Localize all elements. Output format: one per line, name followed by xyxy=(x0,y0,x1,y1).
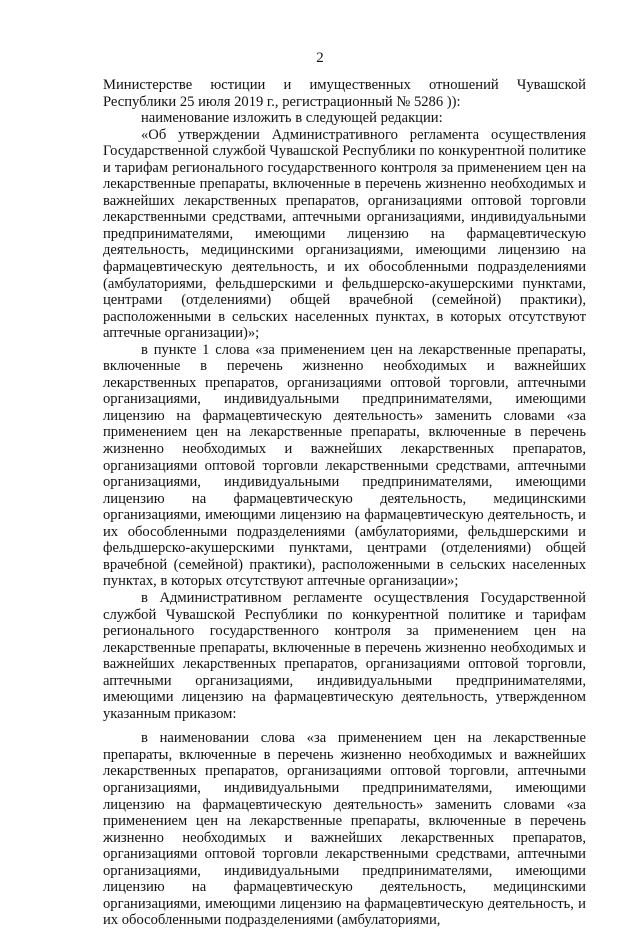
page-number: 2 xyxy=(316,50,324,66)
paragraph: в наименовании слова «за применением цен на лекарственные препараты, включенные в перечень жизненно необходимых и важнейших лекарственных препаратов, организациями оптовой торговли, аптечными организациями, индивидуальными предпринимателями, имеющими лицензию на фармацевтическую деятельность» заменить словами «за применением цен на лекарственные препараты, включенные в перечень жизненно необходимых и важнейших лекарственных препаратов, организациями оптовой торговли лекарственными средствами, аптечными организациями, индивидуальными предпринимателями, имеющими лицензию на фармацевтическую деятельность, медицинскими организациями, имеющими лицензию на фармацевтическую деятельность, и их обособленными подразделениями (амбулаториями, xyxy=(103,730,586,929)
document-body xyxy=(103,77,586,929)
paragraph: Министерстве юстиции и имущественных отношений Чувашской Республики 25 июля 2019 г., регистрационный № 5286 )): xyxy=(103,77,586,110)
paragraph: наименование изложить в следующей редакции: xyxy=(141,110,443,127)
paragraph: «Об утверждении Административного регламента осуществления Государственной службой Чувашской Республики по конкурентной политике и тарифам регионального государственного контроля за применением цен на лекарственные препараты, включенные в перечень жизненно необходимых и важнейших лекарственных препаратов, организациями оптовой торговли лекарственными средствами, аптечными организациями, индивидуальными предпринимателями, имеющими лицензию на фармацевтическую деятельность, медицинскими организациями, имеющими лицензию на фармацевтическую деятельность, и их обособленными подразделениями (амбулаториями, фельдшерскими и фельдшерско-акушерскими пунктами, центрами (отделениями) общей врачебной (семейной) практики), расположенными в сельских населенных пунктах, в которых отсутствуют аптечные организации)»; xyxy=(103,126,586,342)
paragraph: в Административном регламенте осуществления Государственной службой Чувашской Республики по конкурентной политике и тарифам регионального государственного контроля за применением цен на лекарственные препараты, включенные в перечень жизненно необходимых и важнейших лекарственных препаратов, организациями оптовой торговли, аптечными организациями, индивидуальными предпринимателями, имеющими лицензию на фармацевтическую деятельность, утвержденном указанным приказом: xyxy=(103,589,586,722)
paragraph: в пункте 1 слова «за применением цен на лекарственные препараты, включенные в перечень жизненно необходимых и важнейших лекарственных препаратов, организациями оптовой торговли, аптечными организациями, индивидуальными предпринимателями, имеющими лицензию на фармацевтическую деятельность» заменить словами «за применением цен на лекарственные препараты, включенные в перечень жизненно необходимых и важнейших лекарственных препаратов, организациями оптовой торговли лекарственными средствами, аптечными организациями, индивидуальными предпринимателями, имеющими лицензию на фармацевтическую деятельность, медицинскими организациями, имеющими лицензию на фармацевтическую деятельность, и их обособленными подразделениями (амбулаториями, фельдшерскими и фельдшерско-акушерскими пунктами, центрами (отделениями) общей врачебной (семейной) практики), расположенными в сельских населенных пунктах, в которых отсутствуют аптечные организации»; xyxy=(103,341,586,590)
